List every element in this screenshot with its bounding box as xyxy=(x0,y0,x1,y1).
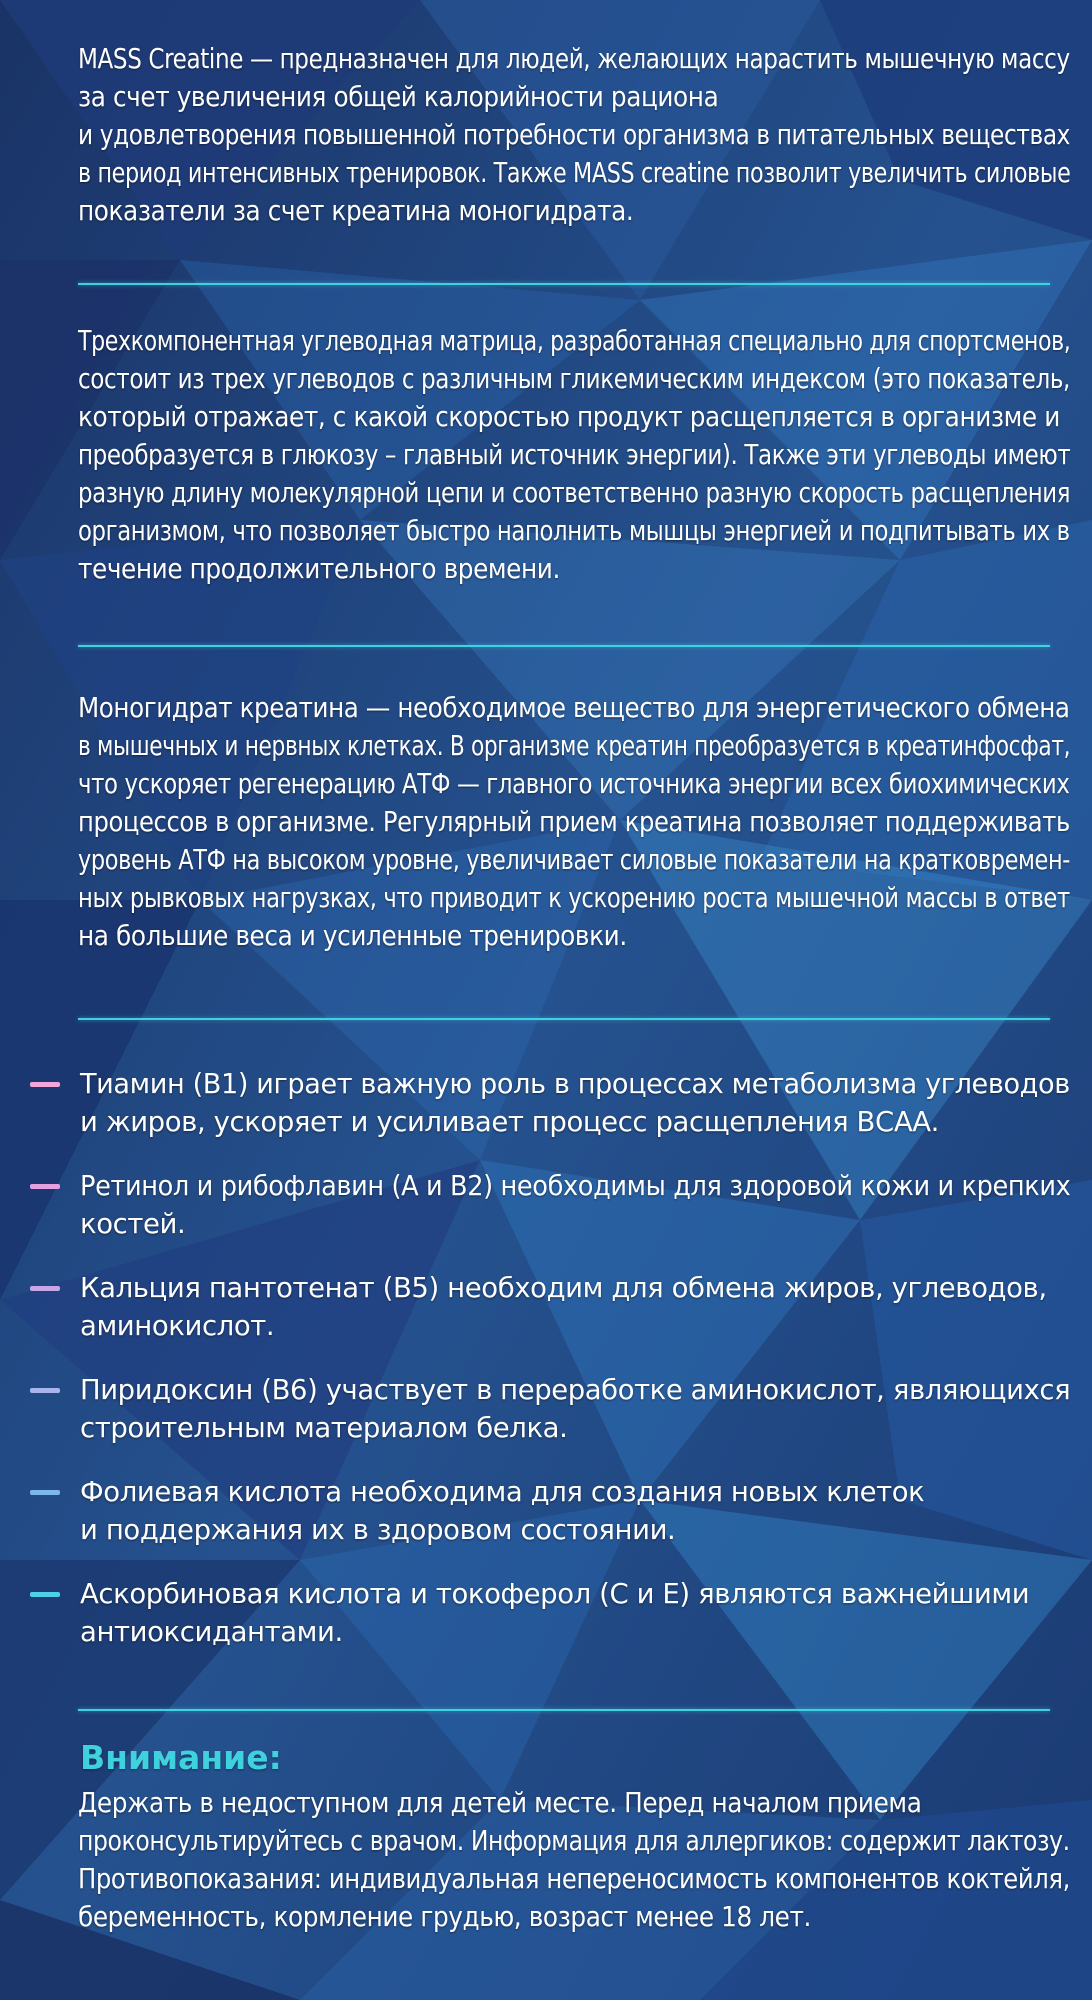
divider-3 xyxy=(78,1018,1050,1020)
vitamin-item-line: Пиридоксин (В6) участвует в переработке аминокислот, являющихся xyxy=(80,1374,1071,1406)
intro-line: показатели за счет креатина моногидрата. xyxy=(78,195,634,227)
warning-line: проконсультируйтесь с врачом. Информация для аллергиков: содержит лактозу. xyxy=(78,1825,1070,1857)
creatine-line: Моногидрат креатина — необходимое вещество для энергетического обмена xyxy=(78,692,1070,724)
vitamin-item-line: Тиамин (В1) играет важную роль в процессах метаболизма углеводов xyxy=(80,1068,1070,1100)
creatine-line: на большие веса и усиленные тренировки. xyxy=(78,920,627,952)
vitamin-item-line: Аскорбиновая кислота и токоферол (С и Е) являются важнейшими xyxy=(80,1578,1030,1610)
vitamin-item-line: и жиров, ускоряет и усиливает процесс расщепления ВСАА. xyxy=(80,1106,939,1138)
vitamin-item-line: и поддержания их в здоровом состоянии. xyxy=(80,1514,676,1546)
carbs-line: состоит из трех углеводов с различным гликемическим индексом (это показатель, xyxy=(78,363,1070,395)
creatine-line: процессов в организме. Регулярный прием креатина позволяет поддерживать xyxy=(78,806,1070,838)
intro-line: MASS Creatine — предназначен для людей, желающих нарастить мышечную массу xyxy=(78,43,1070,75)
vitamin-item-line: строительным материалом белка. xyxy=(80,1412,568,1444)
creatine-line: в мышечных и нервных клетках. В организме креатин преобразуется в креатинфосфат, xyxy=(78,730,1071,762)
bullet-dash-icon xyxy=(30,1490,60,1495)
vitamin-item xyxy=(30,1575,1070,1651)
carbs-line: разную длину молекулярной цепи и соответственно разную скорость расщепления xyxy=(78,477,1071,509)
carbs-line: течение продолжительного времени. xyxy=(78,553,560,585)
intro-paragraph xyxy=(78,40,1071,230)
divider-2 xyxy=(78,645,1050,647)
bullet-dash-icon xyxy=(30,1184,60,1189)
vitamin-item-line: Фолиевая кислота необходима для создания новых клеток xyxy=(80,1476,925,1508)
carbs-line: преобразуется в глюкозу – главный источник энергии). Также эти углеводы имеют xyxy=(78,439,1071,471)
carbs-line: Трехкомпонентная углеводная матрица, разработанная специально для спортсменов, xyxy=(78,325,1071,357)
intro-line: и удовлетворения повышенной потребности организма в питательных веществах xyxy=(78,119,1071,151)
creatine-paragraph xyxy=(78,689,1071,955)
creatine-line: ных рывковых нагрузках, что приводит к ускорению роста мышечной массы в ответ xyxy=(78,882,1070,914)
intro-line: за счет увеличения общей калорийности рациона xyxy=(78,81,719,113)
vitamin-item-line: Ретинол и рибофлавин (А и В2) необходимы для здоровой кожи и крепких xyxy=(80,1170,1071,1202)
vitamin-item xyxy=(30,1473,1070,1549)
warning-line: беременность, кормление грудью, возраст менее 18 лет. xyxy=(78,1901,811,1933)
carbs-line: организмом, что позволяет быстро наполнить мышцы энергией и подпитывать их в xyxy=(78,515,1070,547)
carbs-line: который отражает, с какой скоростью продукт расщепляется в организме и xyxy=(78,401,1060,433)
vitamin-item-line: аминокислот. xyxy=(80,1310,275,1342)
vitamin-item xyxy=(30,1371,1070,1447)
vitamin-item-line: костей. xyxy=(80,1208,186,1240)
vitamin-item-line: Кальция пантотенат (В5) необходим для обмена жиров, углеводов, xyxy=(80,1272,1047,1304)
vitamin-item xyxy=(30,1167,1070,1243)
warning-line: Держать в недоступном для детей месте. Перед началом приема xyxy=(78,1787,922,1819)
warning-paragraph xyxy=(78,1784,1070,1936)
vitamin-item-line: антиоксидантами. xyxy=(80,1616,343,1648)
intro-line: в период интенсивных тренировок. Также MASS creatine позволит увеличить силовые xyxy=(78,157,1071,189)
bullet-dash-icon xyxy=(30,1082,60,1087)
creatine-line: уровень АТФ на высоком уровне, увеличивает силовые показатели на кратковремен- xyxy=(78,844,1071,876)
divider-1 xyxy=(78,283,1050,285)
vitamin-item xyxy=(30,1269,1070,1345)
bullet-dash-icon xyxy=(30,1388,60,1393)
creatine-line: что ускоряет регенерацию АТФ — главного источника энергии всех биохимических xyxy=(78,768,1070,800)
bullet-dash-icon xyxy=(30,1592,60,1597)
warning-line: Противопоказания: индивидуальная непереносимость компонентов коктейля, xyxy=(78,1863,1070,1895)
divider-4 xyxy=(78,1709,1050,1711)
carbs-paragraph xyxy=(78,322,1071,588)
vitamin-item xyxy=(30,1065,1070,1141)
vitamins-list xyxy=(30,1065,1070,1677)
bullet-dash-icon xyxy=(30,1286,60,1291)
warning-title: Внимание: xyxy=(80,1738,282,1777)
